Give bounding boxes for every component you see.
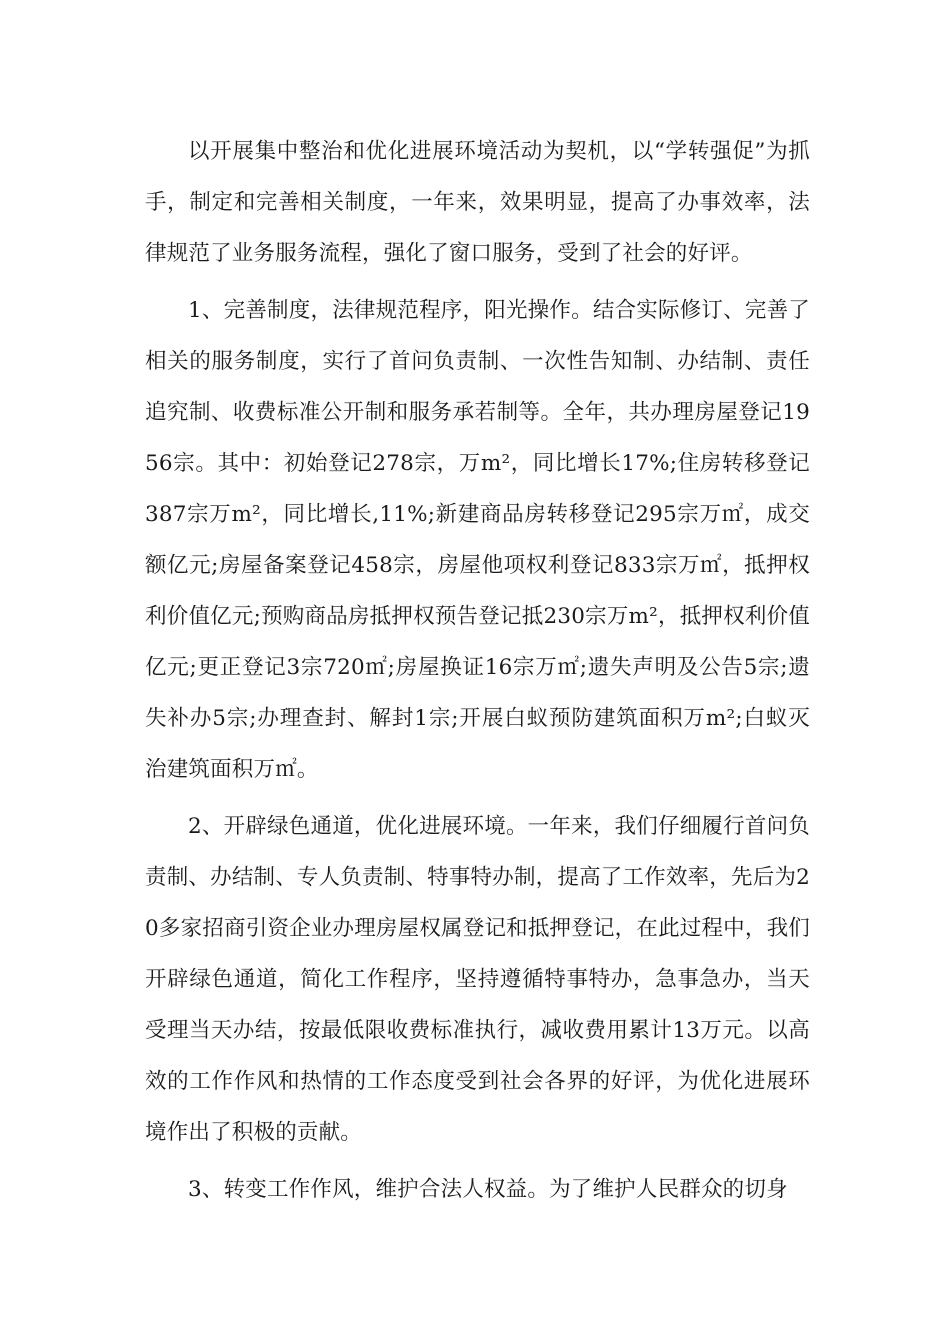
paragraph-item-2: 2、开辟绿色通道，优化进展环境。一年来，我们仔细履行首问负责制、办结制、专人负责制、特事特办制，提高了工作效率，先后为20多家招商引资企业办理房屋权属登记和抵押登记，在此过程中，我们开辟绿色通道，简化工作程序，坚持遵循特事特办，急事急办，当天受理当天办结，按最低限收费标准执行，减收费用累计13万元。以高效的工作作风和热情的工作态度受到社会各界的好评，为优化进展环境作出了积极的贡献。 (145, 814, 810, 1145)
paragraph-item-1: 1、完善制度，法律规范程序，阳光操作。结合实际修订、完善了相关的服务制度，实行了首问负责制、一次性告知制、办结制、责任追究制、收费标准公开制和服务承若制等。全年，共办理房屋登记1956宗。其中：初始登记278宗，万m²，同比增长17%;住房转移登记387宗万m²，同比增长,11%;新建商品房转移登记295宗万㎡，成交额亿元;房屋备案登记458宗，房屋他项权利登记833宗万㎡，抵押权利价值亿元;预购商品房抵押权预告登记抵230宗万m²，抵押权利价值亿元;更正登记3宗720㎡;房屋换证16宗万㎡;遗失声明及公告5宗;遗失补办5宗;办理查封、解封1宗;开展白蚁预防建筑面积万m²;白蚁灭治建筑面积万㎡。 (145, 298, 810, 782)
paragraph-intro: 以开展集中整治和优化进展环境活动为契机，以“学转强促”为抓手，制定和完善相关制度，一年来，效果明显，提高了办事效率，法律规范了业务服务流程，强化了窗口服务，受到了社会的好评。 (145, 139, 810, 266)
paragraph-item-3: 3、转变工作作风，维护合法人权益。为了维护人民群众的切身 (188, 1177, 788, 1202)
